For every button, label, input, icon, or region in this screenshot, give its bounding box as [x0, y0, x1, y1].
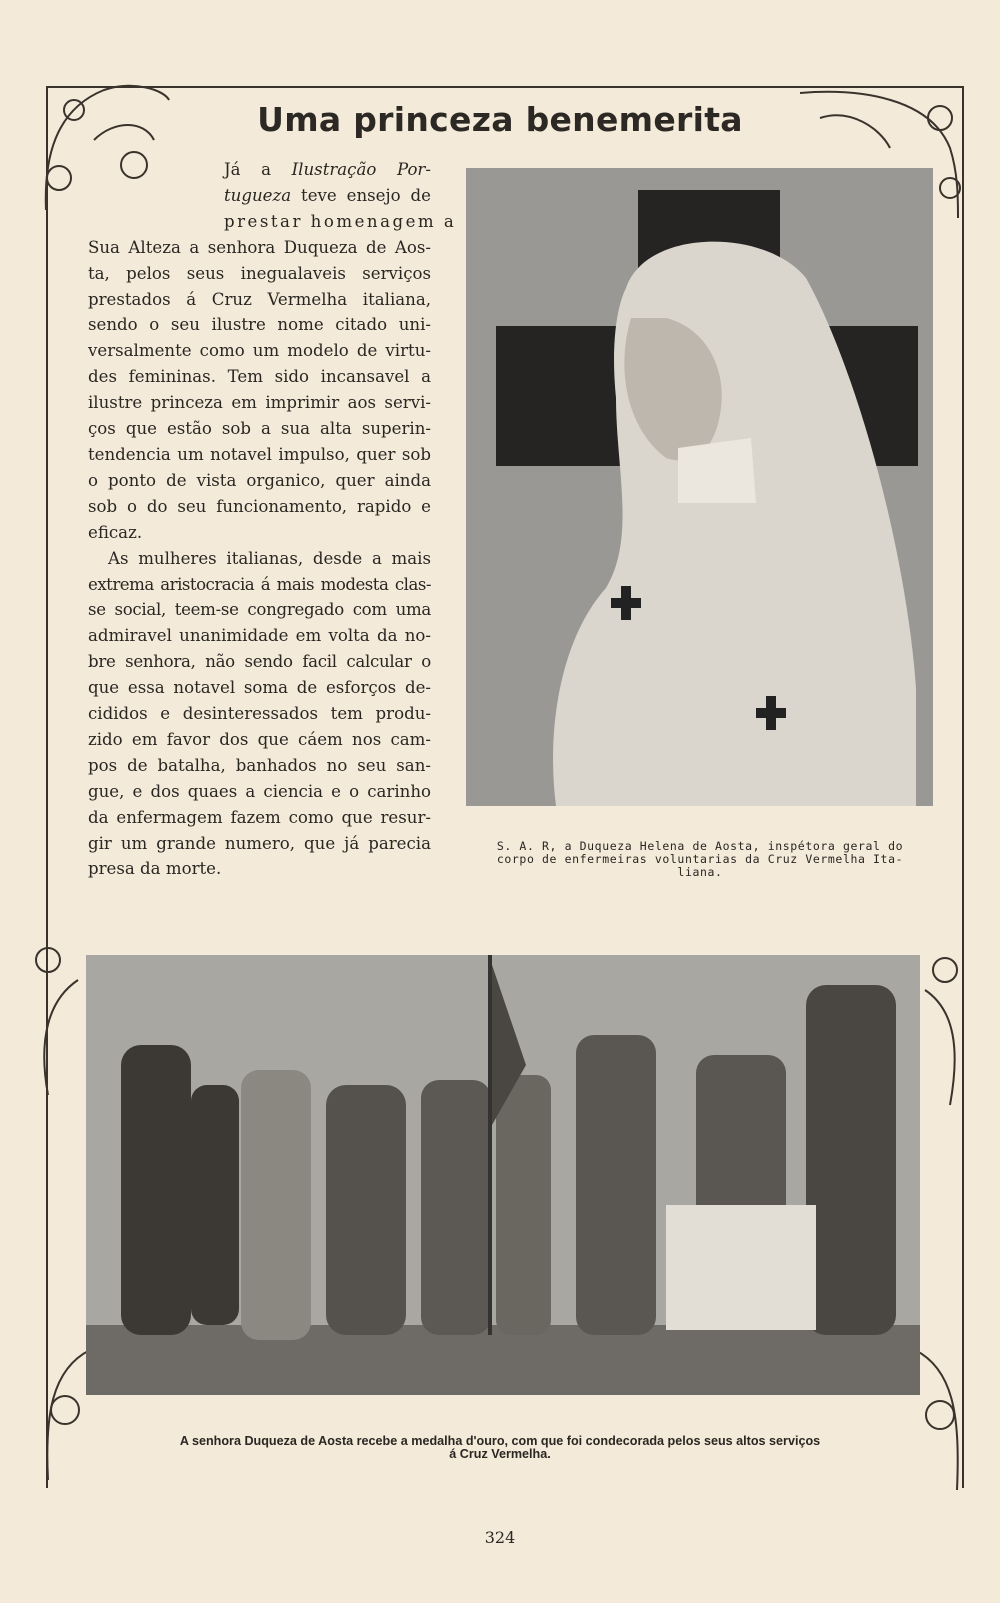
- caption-line: corpo de enfermeiras voluntarias da Cruz Vermelha Ita-: [496, 852, 904, 866]
- caption-line: á Cruz Vermelha.: [449, 1447, 551, 1461]
- text-line: presa da morte.: [88, 859, 222, 879]
- text-line: ços que estão sob a sua alta superin-: [88, 419, 431, 439]
- text-span: Já a: [224, 160, 292, 179]
- page-number: 324: [484, 1528, 516, 1547]
- text-line: [88, 183, 431, 209]
- text-line: Sua Alteza a senhora Duqueza de Aos-: [88, 237, 431, 257]
- portrait-photo-duchess: [466, 168, 933, 806]
- text-line: pos de batalha, banhados no seu san-: [88, 755, 431, 775]
- text-line: extrema aristocracia á mais modesta clas-: [88, 574, 431, 594]
- ceremony-photo: [86, 955, 920, 1395]
- text-line: gue, e dos quaes a ciencia e o carinho: [88, 781, 431, 801]
- publication-name: tugueza: [224, 185, 292, 205]
- text-line: [88, 157, 431, 183]
- text-line: da enfermagem fazem como que resur-: [88, 807, 431, 827]
- text-line: sendo o seu ilustre nome citado uni-: [88, 315, 431, 335]
- text-line: gir um grande numero, que já parecia: [88, 833, 431, 853]
- floral-ornament-right-icon: [915, 930, 975, 1110]
- article-body: [88, 157, 457, 882]
- text-line: sob o do seu funcionamento, rapido e: [88, 496, 431, 516]
- text-span: teve ensejo de: [291, 185, 431, 205]
- ceremony-caption: [110, 1435, 890, 1461]
- caption-line: S. A. R, a Duqueza Helena de Aosta, inspétora geral do: [496, 839, 904, 853]
- text-line: bre senhora, não sendo facil calcular o: [88, 652, 431, 672]
- text-line: zido em favor dos que cáem nos cam-: [88, 729, 431, 749]
- text-line: ilustre princeza em imprimir aos servi-: [88, 393, 431, 413]
- group-of-officers-photo-icon: [86, 955, 920, 1395]
- text-line: prestar homenagem a: [224, 211, 457, 231]
- text-line: se social, teem-se congregado com uma: [88, 600, 431, 620]
- red-cross-portrait-icon: [466, 168, 933, 806]
- text-line: eficaz.: [88, 522, 143, 542]
- text-line: ta, pelos seus inegualaveis serviços: [88, 263, 431, 283]
- text-line: cididos e desinteressados tem produ-: [88, 704, 431, 724]
- portrait-caption: [465, 840, 935, 879]
- text-line: tendencia um notavel impulso, quer sob: [88, 444, 431, 464]
- article-title: Uma princeza benemerita: [257, 100, 743, 139]
- floral-ornament-left-icon: [28, 920, 88, 1100]
- text-line: prestados á Cruz Vermelha italiana,: [88, 289, 431, 309]
- caption-line: liana.: [677, 865, 723, 879]
- caption-line: A senhora Duqueza de Aosta recebe a medalha d'ouro, com que foi condecorada pelos seus altos serviços: [179, 1434, 821, 1448]
- text-line: o ponto de vista organico, quer ainda: [88, 470, 431, 490]
- text-line: admiravel unanimidade em volta da no-: [88, 626, 431, 646]
- publication-name: Ilustração Por-: [291, 160, 431, 179]
- text-line: que essa notavel soma de esforços de-: [88, 678, 431, 698]
- text-line: des femininas. Tem sido incansavel a: [88, 367, 431, 387]
- text-line: versalmente como um modelo de virtu-: [88, 341, 431, 361]
- text-line: As mulheres italianas, desde a mais: [108, 548, 431, 568]
